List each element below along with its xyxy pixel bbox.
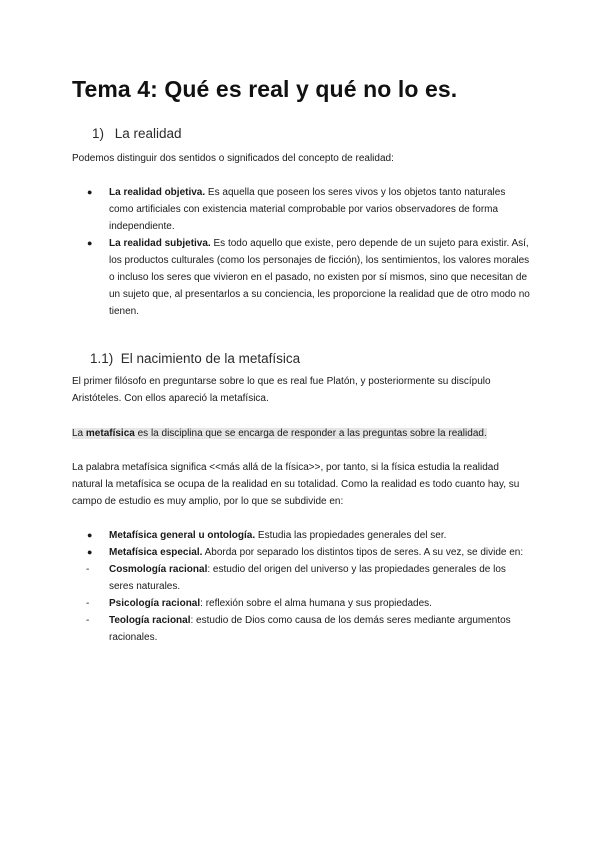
list-item-text: Es todo aquello que existe, pero depende de un sujeto para existir. Así, los productos culturales (como los personajes de ficción), los sentimientos, los valores morales o incluso los seres que vivieron en el pasado, no existen por sí mismos, sino que necesitan de un sujeto que, al presentarlos a su conciencia, les proporcione la realidad que de otro modo no tienen.: [109, 238, 530, 317]
list-item-text: Aborda por separado los distintos tipos de seres. A su vez, se divide en:: [202, 547, 524, 558]
dash-marker: -: [86, 615, 90, 626]
definition-term: metafísica: [85, 428, 135, 439]
list-item: [72, 561, 532, 595]
section-number: 1): [92, 126, 105, 141]
platon-paragraph: El primer filósofo en preguntarse sobre lo que es real fue Platón, y posteriormente su discípulo Aristóteles. Con ellos apareció la metafísica.: [72, 376, 491, 404]
list-item-term: Metafísica especial.: [109, 547, 203, 558]
list-item-term: Metafísica general u ontología.: [109, 530, 256, 541]
list-item-term: La realidad subjetiva.: [109, 238, 211, 249]
section-heading-la-realidad: [92, 126, 182, 141]
list-item: [72, 527, 532, 544]
definition-paragraph: [72, 425, 527, 442]
definition-rest: es la disciplina que se encarga de responder a las preguntas sobre la realidad.: [134, 428, 487, 439]
section-heading-metafisica: [90, 351, 300, 366]
realidad-list: [72, 184, 532, 320]
list-item-term: Psicología racional: [109, 598, 201, 609]
list-item: [72, 544, 532, 561]
metafisica-list: [72, 527, 532, 646]
etymology-paragraph: La palabra metafísica significa <<más allá de la física>>, por tanto, si la física estudia la realidad natural la metafísica se ocupa de la realidad en su totalidad. Como la realidad es todo cuanto hay, su campo de estudio es muy amplio, por lo que se subdivide en:: [72, 462, 520, 507]
section-heading-text: El nacimiento de la metafísica: [120, 351, 301, 366]
list-item-term: La realidad objetiva.: [109, 187, 206, 198]
page-title: Tema 4: Qué es real y qué no lo es.: [72, 76, 458, 102]
intro-paragraph: Podemos distinguir dos sentidos o significados del concepto de realidad:: [72, 153, 394, 164]
dash-marker: -: [86, 564, 90, 575]
dash-marker: -: [86, 598, 90, 609]
list-item-text: : estudio del origen del universo y las propiedades generales de los seres naturales.: [109, 564, 506, 592]
list-item: [72, 595, 532, 612]
definition-highlight: [72, 428, 487, 439]
bullet-icon: ●: [87, 530, 93, 540]
definition-prefix: La: [72, 428, 86, 439]
section-number: 1.1): [90, 351, 114, 366]
list-item: [72, 184, 532, 235]
bullet-icon: ●: [87, 238, 93, 248]
list-item-term: Cosmología racional: [109, 564, 208, 575]
list-item-term: Teología racional: [109, 615, 191, 626]
list-item: [72, 235, 532, 320]
bullet-icon: ●: [87, 187, 93, 197]
list-item-text: : estudio de Dios como causa de los demás seres mediante argumentos racionales.: [109, 615, 511, 643]
list-item-text: Es aquella que poseen los seres vivos y los objetos tanto naturales como artificiales con existencia material comprobable por varios observadores de forma independiente.: [109, 187, 506, 232]
section-heading-text: La realidad: [114, 126, 182, 141]
bullet-icon: ●: [87, 547, 93, 557]
list-item-text: Estudia las propiedades generales del ser.: [255, 530, 447, 541]
list-item-text: : reflexión sobre el alma humana y sus propiedades.: [200, 598, 432, 609]
list-item: [72, 612, 532, 646]
